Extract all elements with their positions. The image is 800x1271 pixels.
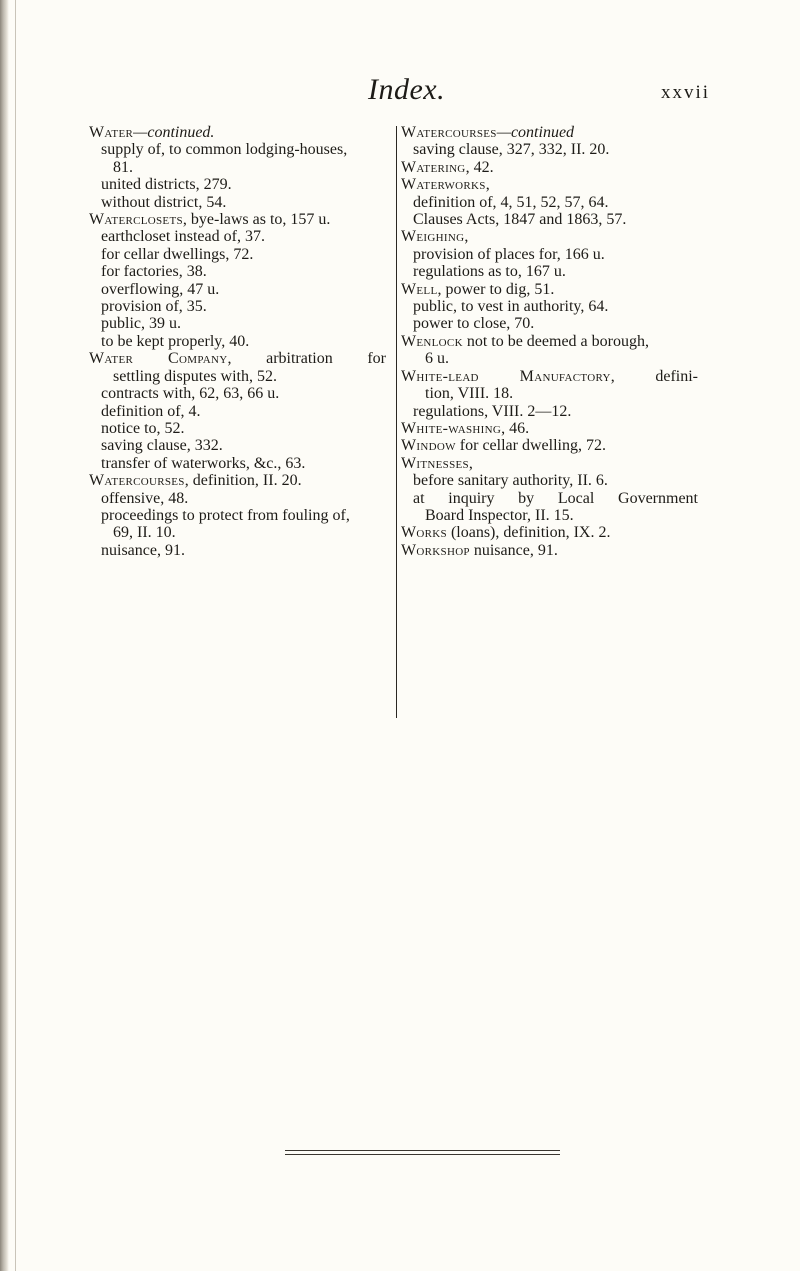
index-entry: [401, 385, 698, 402]
index-entry: [401, 507, 698, 524]
index-entry: [401, 194, 698, 211]
entry-text: provision of places for, 166 u.: [413, 245, 605, 263]
binding-edge: [0, 0, 9, 1271]
entry-text: public, 39 u.: [101, 315, 181, 333]
entry-text: transfer of waterworks, &c., 63.: [101, 454, 306, 472]
entry-text: Clauses Acts, 1847 and 1863, 57.: [413, 211, 627, 229]
index-entry: [401, 472, 698, 489]
heading-word: Water: [89, 124, 134, 141]
index-entry: [401, 333, 698, 350]
index-entry: [401, 176, 698, 193]
entry-text: offensive, 48.: [101, 489, 189, 507]
entry-text: , defini-: [610, 367, 698, 385]
entry-text: , 42.: [465, 158, 494, 176]
index-entry: [401, 315, 698, 332]
index-entry: [89, 385, 386, 402]
index-entry: [401, 437, 698, 454]
index-entry: [401, 455, 698, 472]
entry-text: before sanitary authority, II. 6.: [413, 472, 608, 490]
index-entry: [401, 298, 698, 315]
entry-text: , arbitration for: [227, 350, 387, 368]
index-entry: [401, 403, 698, 420]
entry-text: to be kept properly, 40.: [101, 332, 250, 350]
entry-term: Weighing: [401, 228, 465, 246]
entry-text: at inquiry by Local Government: [413, 489, 698, 507]
page-number: xxvii: [660, 82, 710, 103]
index-entry: [89, 211, 386, 228]
entry-text: tion, VIII. 18.: [425, 385, 514, 403]
index-entry: [89, 333, 386, 350]
entry-term: Waterworks: [401, 176, 486, 194]
index-entry: [401, 246, 698, 263]
index-entry: [401, 281, 698, 298]
entry-text: (loans), definition, IX. 2.: [446, 524, 611, 542]
entry-text: for factories, 38.: [101, 263, 207, 281]
entry-text: contracts with, 62, 63, 66 u.: [101, 385, 280, 403]
entry-text: overflowing, 47 u.: [101, 280, 220, 298]
entry-text: 81.: [113, 158, 133, 176]
index-entry: [401, 524, 698, 541]
index-heading: [89, 124, 386, 141]
entry-text: public, to vest in authority, 64.: [413, 298, 609, 316]
index-entry: [89, 350, 386, 367]
entry-text: Board Inspector, II. 15.: [425, 506, 574, 524]
entry-term: Wenlock: [401, 332, 463, 350]
entry-text: power to close, 70.: [413, 315, 535, 333]
entry-text: 6 u.: [425, 350, 449, 368]
index-entry: [89, 194, 386, 211]
index-entry: [89, 281, 386, 298]
index-heading: [401, 124, 698, 141]
binding-line: [15, 0, 16, 1271]
index-entry: [89, 524, 386, 541]
index-entry: [89, 228, 386, 245]
page-title: Index.: [368, 73, 446, 106]
index-entry: [89, 420, 386, 437]
index-entry: [89, 176, 386, 193]
index-entry: [89, 263, 386, 280]
entry-text: 69, II. 10.: [113, 524, 176, 542]
entry-text: , power to dig, 51.: [437, 280, 555, 298]
entry-term: Works: [401, 524, 447, 542]
page-header: [0, 72, 800, 112]
entry-text: settling disputes with, 52.: [113, 367, 277, 385]
entry-text: ,: [468, 454, 473, 472]
index-entry: [89, 490, 386, 507]
footer-rule-top: [285, 1150, 560, 1151]
index-entry: [89, 298, 386, 315]
index-entry: [89, 403, 386, 420]
entry-text: regulations, VIII. 2—12.: [413, 402, 572, 420]
entry-term: Waterclosets: [89, 211, 183, 229]
entry-text: , 46.: [501, 419, 530, 437]
entry-text: without district, 54.: [101, 193, 227, 211]
index-entry: [89, 159, 386, 176]
entry-term: White-lead Manufactory: [401, 367, 611, 385]
entry-text: for cellar dwellings, 72.: [101, 245, 254, 263]
index-entry: [401, 350, 698, 367]
entry-text: , bye-laws as to, 157 u.: [182, 211, 331, 229]
index-column-left: [89, 124, 386, 559]
entry-text: definition of, 4, 51, 52, 57, 64.: [413, 193, 609, 211]
entry-term: Witnesses: [401, 454, 469, 472]
entry-text: for cellar dwelling, 72.: [455, 437, 606, 455]
entry-text: regulations as to, 167 u.: [413, 263, 566, 281]
entry-text: ,: [464, 228, 469, 246]
entry-text: provision of, 35.: [101, 298, 207, 316]
entry-text: , definition, II. 20.: [184, 472, 302, 490]
entry-term: Watering: [401, 158, 466, 176]
index-entry: [401, 141, 698, 158]
index-entry: [401, 263, 698, 280]
index-entry: [89, 542, 386, 559]
entry-text: not to be deemed a borough,: [462, 332, 649, 350]
index-entry: [401, 542, 698, 559]
index-entry: [89, 368, 386, 385]
index-entry: [401, 228, 698, 245]
index-entry: [89, 472, 386, 489]
entry-text: saving clause, 332.: [101, 437, 223, 455]
heading-suffix: —continued.: [133, 124, 215, 141]
index-entry: [89, 437, 386, 454]
index-column-right: [401, 124, 698, 559]
index-entry: [401, 159, 698, 176]
entry-text: united districts, 279.: [101, 176, 232, 194]
entry-term: Water Company: [89, 350, 228, 368]
entry-text: nuisance, 91.: [469, 541, 558, 559]
entry-text: nuisance, 91.: [101, 541, 185, 559]
entry-term: White-washing: [401, 419, 502, 437]
entry-text: notice to, 52.: [101, 419, 185, 437]
index-entry: [401, 211, 698, 228]
index-entry: [401, 490, 698, 507]
footer-rule-bottom: [285, 1154, 560, 1155]
index-entry: [89, 455, 386, 472]
entry-text: supply of, to common lodging-houses,: [101, 141, 348, 159]
heading-suffix: —continued: [496, 124, 575, 141]
column-divider: [396, 126, 397, 718]
index-entry: [89, 507, 386, 524]
entry-text: ,: [485, 176, 490, 194]
entry-term: Watercourses: [89, 472, 185, 490]
index-entry: [89, 315, 386, 332]
index-entry: [89, 246, 386, 263]
index-entry: [89, 141, 386, 158]
index-entry: [401, 368, 698, 385]
entry-text: earthcloset instead of, 37.: [101, 228, 265, 246]
index-entry: [401, 420, 698, 437]
entry-term: Well: [401, 280, 438, 298]
entry-term: Workshop: [401, 541, 470, 559]
heading-word: Watercourses: [401, 124, 497, 141]
entry-text: definition of, 4.: [101, 402, 201, 420]
entry-text: saving clause, 327, 332, II. 20.: [413, 141, 610, 159]
entry-text: proceedings to protect from fouling of,: [101, 506, 350, 524]
entry-term: Window: [401, 437, 456, 455]
